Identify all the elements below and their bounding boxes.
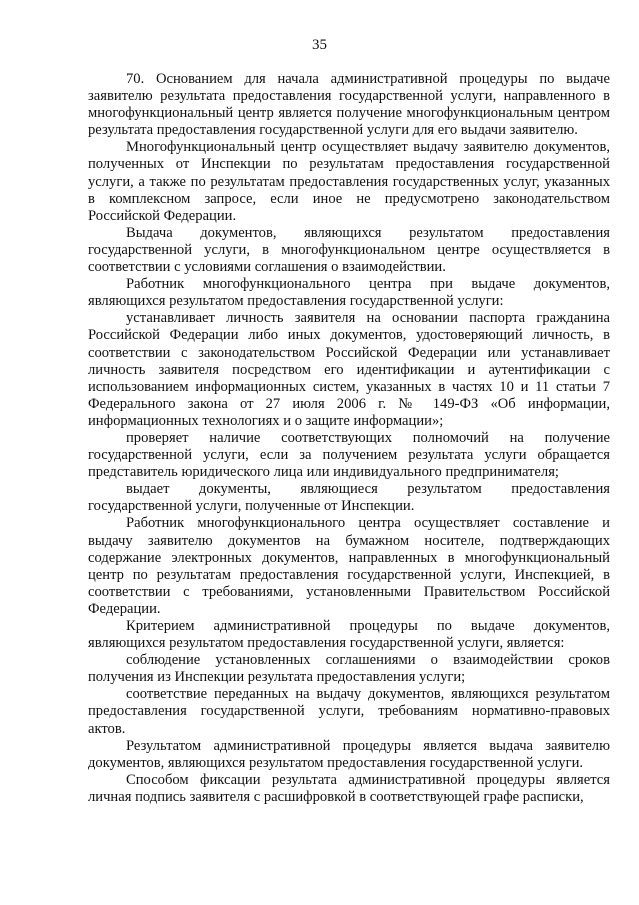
paragraph-procedure-result: Результатом административной процедуры является выдача заявителю документов, являющихся результатом предоставления государственной услуги. bbox=[88, 737, 610, 771]
page-number: 35 bbox=[312, 37, 327, 53]
paragraph-result-recording: Способом фиксации результата административной процедуры является личная подпись заявителя с расшифровкой в соответствующей графе расписки, bbox=[88, 771, 610, 805]
paragraph-criteria-compliance: соответствие переданных на выдачу документов, являющихся результатом предоставления государственной услуги, требованиям нормативно-правовых актов. bbox=[88, 686, 610, 737]
paragraph-mfc-issues-documents: Многофункциональный центр осуществляет выдачу заявителю документов, полученных от Инспекции по результатам предоставления государственной услуги, а также по результатам предоставления государственных услуг, указанных в комплексном запросе, если иное не предусмотрено законодательством Российской Федерации. bbox=[88, 139, 610, 224]
paragraph-paper-copies: Работник многофункционального центра осуществляет составление и выдачу заявителю документов на бумажном носителе, подтверждающих содержание электронных документов, направленных в многофункциональный центр по результатам предоставления государственной услуги, Инспекцией, в соответствии с требованиями, установленными Правительством Российской Федерации. bbox=[88, 515, 610, 617]
paragraph-mfc-worker-duties: Работник многофункционального центра при выдаче документов, являющихся результатом предоставления государственной услуги: bbox=[88, 276, 610, 310]
paragraph-document-handover: выдает документы, являющиеся результатом предоставления государственной услуги, полученные от Инспекции. bbox=[88, 481, 610, 515]
paragraph-criteria-deadlines: соблюдение установленных соглашениями о взаимодействии сроков получения из Инспекции результата предоставления услуги; bbox=[88, 652, 610, 686]
paragraph-criteria: Критерием административной процедуры по выдаче документов, являющихся результатом предоставления государственной услуги, является: bbox=[88, 618, 610, 652]
paragraph-identity-verification: устанавливает личность заявителя на основании паспорта гражданина Российской Федерации либо иных документов, удостоверяющий личность, в соответствии с законодательством Российской Федерации или устанавливает личность заявителя посредством его идентификации и аутентификации с использованием информационных систем, указанных в частях 10 и 11 статьи 7 Федерального закона от 27 июля 2006 г. № 149-ФЗ «Об информации, информационных технологиях и о защите информации»; bbox=[88, 310, 610, 429]
paragraph-issuance-per-agreement: Выдача документов, являющихся результатом предоставления государственной услуги, в многофункциональном центре осуществляется в соответствии с условиями соглашения о взаимодействии. bbox=[88, 224, 610, 276]
paragraph-70-basis: 70. Основанием для начала административной процедуры по выдаче заявителю результата предоставления государственной услуги, направленного в многофункциональный центр является получение многофункциональным центром результата предоставления государственной услуги для его выдачи заявителю. bbox=[88, 71, 610, 139]
paragraph-authority-check: проверяет наличие соответствующих полномочий на получение государственной услуги, если за получением результата услуги обращается представитель юридического лица или индивидуального предпринимателя; bbox=[88, 429, 610, 481]
document-body bbox=[88, 71, 610, 806]
